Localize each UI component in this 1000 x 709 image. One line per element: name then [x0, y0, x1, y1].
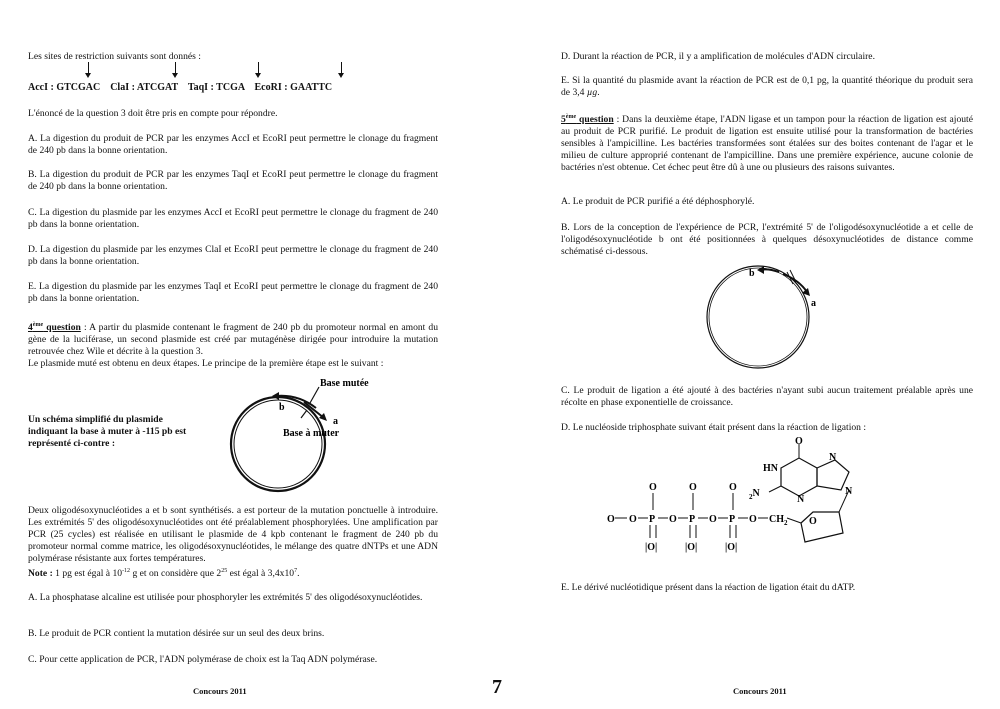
q4-option-b: B. Le produit de PCR contient la mutation désirée sur un seul des deux brins. [28, 628, 325, 639]
o-bottom-2: |O| [685, 542, 698, 553]
o-bottom-1: |O| [645, 542, 658, 553]
plasmid-circle [231, 397, 325, 491]
hn-label: HN [763, 463, 778, 474]
p-1: P [649, 514, 656, 525]
label-base-a-muter: Base à muter [283, 428, 340, 439]
restriction-intro: Les sites de restriction suivants sont donnés : [28, 51, 201, 62]
q5-option-a: A. Le produit de PCR purifié a été déphosphorylé. [561, 196, 755, 207]
option-e: E. La digestion du plasmide par les enzymes TaqI et EcoRI peut permettre le clonage du fragment de 240 pb dans la bonne orientation. [28, 281, 438, 304]
o-bridge-1: O [629, 514, 637, 525]
o-bridge-3: O [709, 514, 717, 525]
plasmid-circle-outer [707, 266, 809, 368]
q5-option-d: D. Le nucléoside triphosphate suivant était présent dans la réaction de ligation : [561, 422, 867, 433]
question-5: 5ème question : Dans la deuxième étape, l'ADN ligase et un tampon pour la réaction de ligation est ajouté au produit de PCR purifié. Le produit de ligation est ensuite utilisé pour la transformation de bactéries sensibles à l'ampicilline. Les bactéries transformées sont étalées sur des boites contenant de l'agar et le milieu de culture approprié contenant de l'ampicilline. Dans une première expérience, aucune colonie de bactéries n'est obtenue. Cet échec peut être dû à une ou plusieurs des raisons suivantes. [561, 114, 973, 174]
amino-bond [769, 486, 781, 492]
o-top-1: O [649, 482, 657, 493]
plasmid-inner-circle [234, 400, 322, 488]
o-top-2: O [689, 482, 697, 493]
h2n-label: $_2$N [749, 488, 760, 501]
carbonyl-o: O [795, 436, 803, 447]
o-bridge-4: O [749, 514, 757, 525]
oligo-b-head [272, 392, 279, 400]
schema-caption: Un schéma simplifié du plasmide indiquant la base à muter à -115 pb est représenté ci-contre : [28, 414, 187, 449]
label-b: b [749, 268, 755, 279]
option-c: C. La digestion du plasmide par les enzymes AccI et EcoRI peut permettre le clonage du fragment de 240 pb dans la bonne orientation. [28, 207, 438, 230]
option-d: D. La digestion du plasmide par les enzymes ClaI et EcoRI peut permettre le clonage du fragment de 240 pb dans la bonne orientation. [28, 244, 438, 267]
restriction-sites: AccI : GTCGAC ClaI : ATCGAT TaqI : TCGA EcoRI : GAATTC [28, 82, 333, 93]
q4-option-c: C. Pour cette application de PCR, l'ADN polymérase de choix est la Taq ADN polymérase. [28, 654, 378, 665]
footer-right: Concours 2011 [733, 686, 787, 696]
oligo-paragraph: Deux oligodésoxynucléotides a et b sont synthétisés. a est porteur de la mutation ponctuelle à introduire. Les extrémités 5' des oligodésoxynucléotides ont été préalablement phosphorylées. Une amplification par PCR (25 cycles) est réalisée en utilisant le plasmide de 4 kpb contenant le fragment de 240 pb du promoteur normal comme matrice, les oligodésoxynucléotides, le mélange des quatre dNTPs et une ADN polymérase résistante aux fortes températures. Note : 1 pg est égal à $10^{-12}$ g et on considère que $2^{25}$ est égal à $3,4x10^7$. [28, 505, 438, 580]
q4-option-a: A. La phosphatase alcaline est utilisée pour phosphoryler les extrémités 5' des oligodésoxynucléotides. [28, 592, 423, 603]
oligo-b-head [757, 266, 764, 274]
n9-label: N [845, 486, 853, 497]
n3-label: N [797, 494, 805, 505]
p-2: P [689, 514, 696, 525]
o-top-3: O [729, 482, 737, 493]
label-b: b [279, 402, 285, 413]
page-number: 7 [492, 676, 502, 698]
arrow-clai [175, 62, 176, 75]
n7-label: N [829, 452, 837, 463]
label-base-mutee: Base mutée [320, 378, 369, 389]
arrow-taqi [258, 62, 259, 75]
label-a: a [333, 416, 338, 427]
o-bottom-3: |O| [725, 542, 738, 553]
base-to-mutate-pointer [301, 410, 307, 418]
q4-option-d: D. Durant la réaction de PCR, il y a amplification de molécules d'ADN circulaire. [561, 51, 875, 62]
oligo-a-arrow [783, 274, 807, 292]
q4-option-e: E. Si la quantité du plasmide avant la réaction de PCR est de 0,1 pg, la quantité théorique du produit sera de 3,4 µg. [561, 75, 973, 98]
ch2-label: $CH_2$ [769, 514, 788, 527]
dntp-structure [601, 438, 901, 563]
option-a: A. La digestion du produit de PCR par les enzymes AccI et EcoRI peut permettre le clonage du fragment de 240 pb dans la bonne orientation. [28, 133, 438, 156]
option-b: B. La digestion du produit de PCR par les enzymes TaqI et EcoRI peut permettre le clonage du fragment de 240 pb dans la bonne orientation. [28, 169, 438, 192]
q5-option-e: E. Le dérivé nucléotidique présent dans la réaction de ligation était du dATP. [561, 582, 856, 593]
o-left: O [607, 514, 615, 525]
plasmid-diagram-mutation [198, 372, 369, 494]
ring-o: O [809, 516, 817, 527]
plasmid-diagram-ligation [701, 262, 831, 374]
pyrimidine-ring [781, 458, 817, 496]
q3-note: L'énoncé de la question 3 doit être pris en compte pour répondre. [28, 108, 278, 119]
q5-option-c: C. Le produit de ligation a été ajouté à des bactéries n'ayant subi aucun traitement préalable après une récolte en phase exponentielle de croissance. [561, 385, 973, 408]
bond [787, 518, 801, 523]
arrow-acci [88, 62, 89, 75]
sugar-ring [801, 512, 843, 542]
o-bridge-2: O [669, 514, 677, 525]
arrow-ecori [341, 62, 342, 75]
p-3: P [729, 514, 736, 525]
question-4: 4ème question : A partir du plasmide contenant le fragment de 240 pb du promoteur normal en amont du gène de la luciférase, un second plasmide est créé par mutagénèse dirigée pour introduire la mutation retrouvée chez Wile et décrite à la question 3. Le plasmide muté est obtenu en deux étapes. Le principe de la première étape est le suivant : [28, 322, 439, 370]
footer-left: Concours 2011 [193, 686, 247, 696]
q5-option-b: B. Lors de la conception de l'expérience de PCR, l'extrémité 5' de l'oligodésoxynucléotide a et celle de l'oligodésoxynucléotide b ont été positionnées à quelques désoxynucléotides de distance comme schématisé ci-dessous. [561, 222, 973, 257]
mutated-base-pointer [310, 387, 319, 403]
label-a: a [811, 298, 816, 309]
